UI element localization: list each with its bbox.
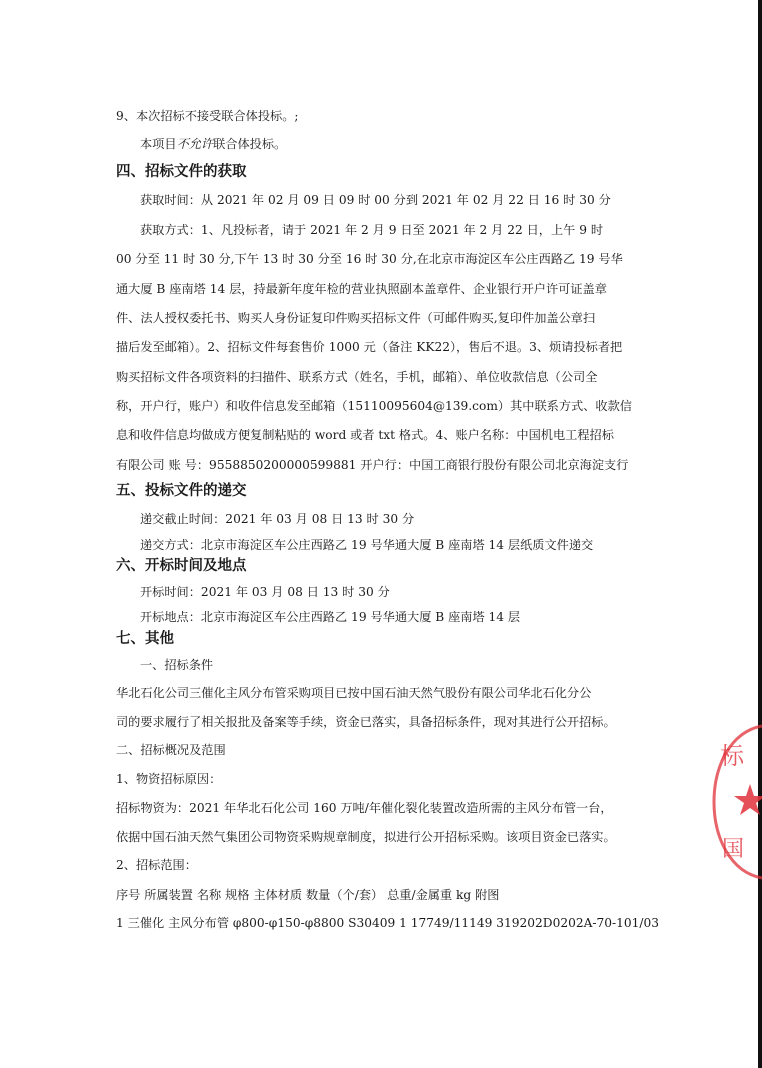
scope-table-header: 序号 所属装置 名称 规格 主体材质 数量（个/套） 总重/金属重 kg 附图 [116,888,500,902]
acquire-method-line-7: 称，开户行，账户）和收件信息发至邮箱（15110095604@139.com）其中联系方式、收款信 [116,399,632,413]
consortium-note [140,136,286,152]
red-seal-stamp [712,722,762,882]
acquire-method-line-3: 通大厦 B 座南塔 14 层，持最新年度年检的营业执照副本盖章件、企业银行开户许可证盖章 [116,282,607,296]
page-right-edge [758,0,762,1068]
seal-char-top: 标 [720,742,744,770]
acquire-method-line-8: 息和收件信息均做成方便复制粘贴的 word 或者 txt 格式。4、账户名称：中国机电工程招标 [116,428,614,442]
scope-table-row-1: 1 三催化 主风分布管 φ800-φ150-φ8800 S30409 1 17749/11149 319202D0202A-70-101/03 [116,916,660,930]
seal-star [734,784,762,815]
conditions-line-2: 司的要求履行了相关报批及备案等手续，资金已落实，具备招标条件，现对其进行公开招标。 [116,715,616,729]
scope-label: 2、招标范围： [116,858,197,872]
acquire-time: 获取时间：从 2021 年 02 月 09 日 09 时 00 分到 2021 年 02 月 22 日 16 时 30 分 [140,193,611,207]
acquire-method-line-9: 有限公司 账 号：9558850200000599881 开户行：中国工商银行股份有限公司北京海淀支行 [116,458,629,472]
subheading-conditions: 一、招标条件 [140,658,214,672]
acquire-method-line-5: 描后发至邮箱）。2、招标文件每套售价 1000 元（备注 KK22），售后不退。3、烦请投标者把 [116,340,623,354]
item-9-line: 9、本次招标不接受联合体投标。; [116,109,299,123]
note-part-italic: 不允许 [176,137,214,151]
reason-label: 1、物资招标原因： [116,772,222,786]
heading-section-5: 五、投标文件的递交 [116,483,247,499]
seal-char-bottom: 国 [722,837,745,862]
note-part-2: 联合体投标。 [213,137,287,151]
acquire-method-line-4: 件、法人授权委托书、购买人身份证复印件购买招标文件（可邮件购买,复印件加盖公章扫 [116,311,596,325]
subheading-overview: 二、招标概况及范围 [116,743,226,757]
heading-section-4: 四、招标文件的获取 [116,164,247,180]
acquire-method-line-2: 00 分至 11 时 30 分,下午 13 时 30 分至 16 时 30 分,在北京市海淀区车公庄西路乙 19 号华 [116,252,623,266]
materials-line-1: 招标物资为：2021 年华北石化公司 160 万吨/年催化裂化装置改造所需的主风分布管一台， [116,801,613,815]
submit-deadline: 递交截止时间：2021 年 03 月 08 日 13 时 30 分 [140,512,415,526]
submit-method: 递交方式：北京市海淀区车公庄西路乙 19 号华通大厦 B 座南塔 14 层纸质文件递交 [140,538,594,552]
heading-section-6: 六、开标时间及地点 [116,558,247,574]
opening-time: 开标时间：2021 年 03 月 08 日 13 时 30 分 [140,585,390,599]
note-part-1: 本项目 [140,137,177,151]
opening-place: 开标地点：北京市海淀区车公庄西路乙 19 号华通大厦 B 座南塔 14 层 [140,610,521,624]
materials-line-2: 依据中国石油天然气集团公司物资采购规章制度，拟进行公开招标采购。该项目资金已落实。 [116,830,616,844]
acquire-method-line-1: 获取方式：1、凡投标者，请于 2021 年 2 月 9 日至 2021 年 2 月 22 日，上午 9 时 [140,223,604,237]
acquire-method-line-6: 购买招标文件各项资料的扫描件、联系方式（姓名，手机，邮箱）、单位收款信息（公司全 [116,370,598,384]
heading-section-7: 七、其他 [116,631,174,647]
conditions-line-1: 华北石化公司三催化主风分布管采购项目已按中国石油天然气股份有限公司华北石化分公 [116,686,592,700]
